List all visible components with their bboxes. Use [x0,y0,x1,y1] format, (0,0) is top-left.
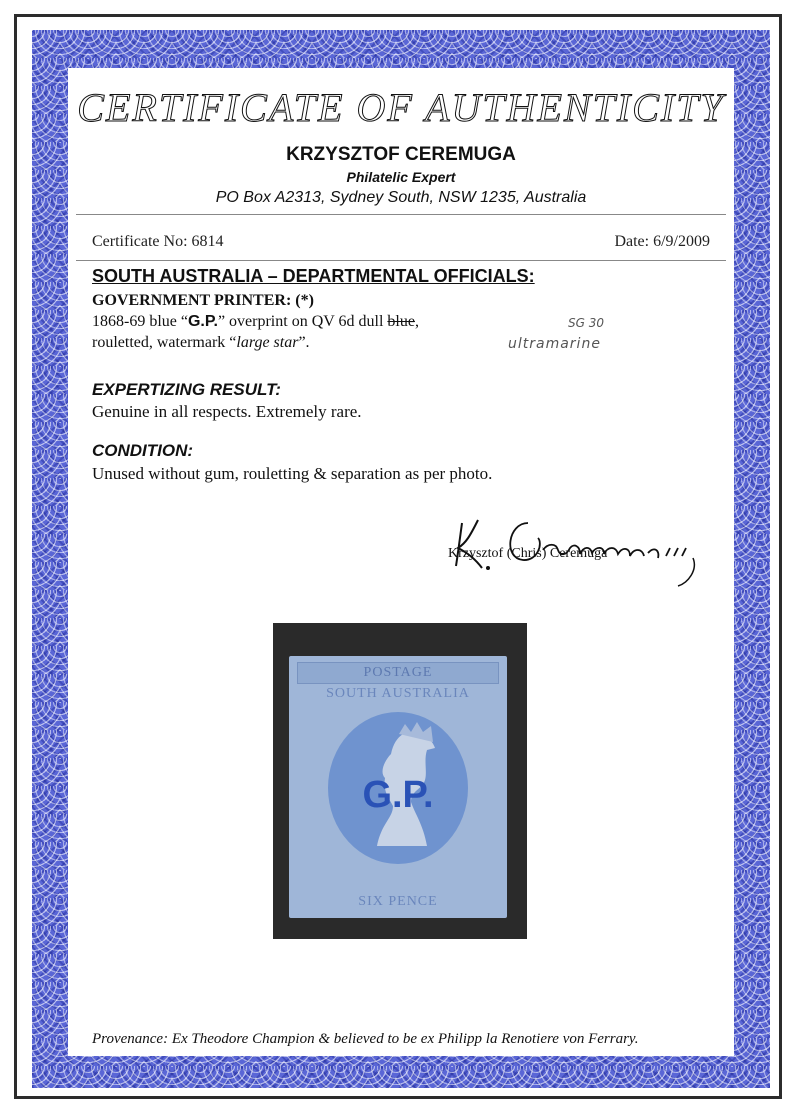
signer-name: Krzysztof (Chris) Ceremuga [448,546,608,561]
result-text: Genuine in all respects. Extremely rare. [92,402,362,421]
desc-line2-prefix: rouletted, watermark “ [92,334,237,351]
country-heading: SOUTH AUSTRALIA – DEPARTMENTAL OFFICIALS: [92,266,535,286]
expert-name: KRZYSZTOF CEREMUGA [286,144,516,165]
stamp-header: POSTAGE [297,662,499,684]
desc-middle: ” overprint on QV 6d dull [217,313,388,330]
category-heading: GOVERNMENT PRINTER: (*) [92,292,314,309]
divider [76,260,726,261]
result-heading: EXPERTIZING RESULT: [92,380,281,399]
expert-address: PO Box A2313, Sydney South, NSW 1235, Australia [215,189,587,206]
certificate-title: CERTIFICATE OF AUTHENTICITY [77,85,725,130]
struck-colour: blue [387,313,415,330]
desc-line2-end: ”. [298,334,310,351]
stamp-country: SOUTH AUSTRALIA [326,686,470,701]
condition-text: Unused without gum, rouletting & separation as per photo. [92,464,493,483]
watermark-name: large star [236,334,299,351]
desc-prefix: 1868-69 blue “ [92,313,188,330]
stamp-value: SIX PENCE [358,894,438,909]
overprint-text: G.P. [187,313,218,330]
condition-heading: CONDITION: [92,441,194,460]
certificate-date: Date: 6/9/2009 [614,233,710,250]
catalogue-annotation: SG 30 [568,316,604,330]
divider [76,214,726,215]
item-description-line-2 [92,334,310,352]
certificate-body [68,68,734,1056]
provenance-note: Provenance: Ex Theodore Champion & believed to be ex Philipp la Renotiere von Ferrary. [92,1031,639,1047]
certificate-number: Certificate No: 6814 [92,233,224,250]
gp-overprint: G.P. [362,774,434,816]
item-description-line-1 [92,313,419,331]
expert-role: Philatelic Expert [346,169,456,185]
colour-annotation: ultramarine [508,336,601,352]
handwritten-signature [448,498,708,588]
desc-end: , [414,313,419,330]
stamp-image [289,656,507,918]
